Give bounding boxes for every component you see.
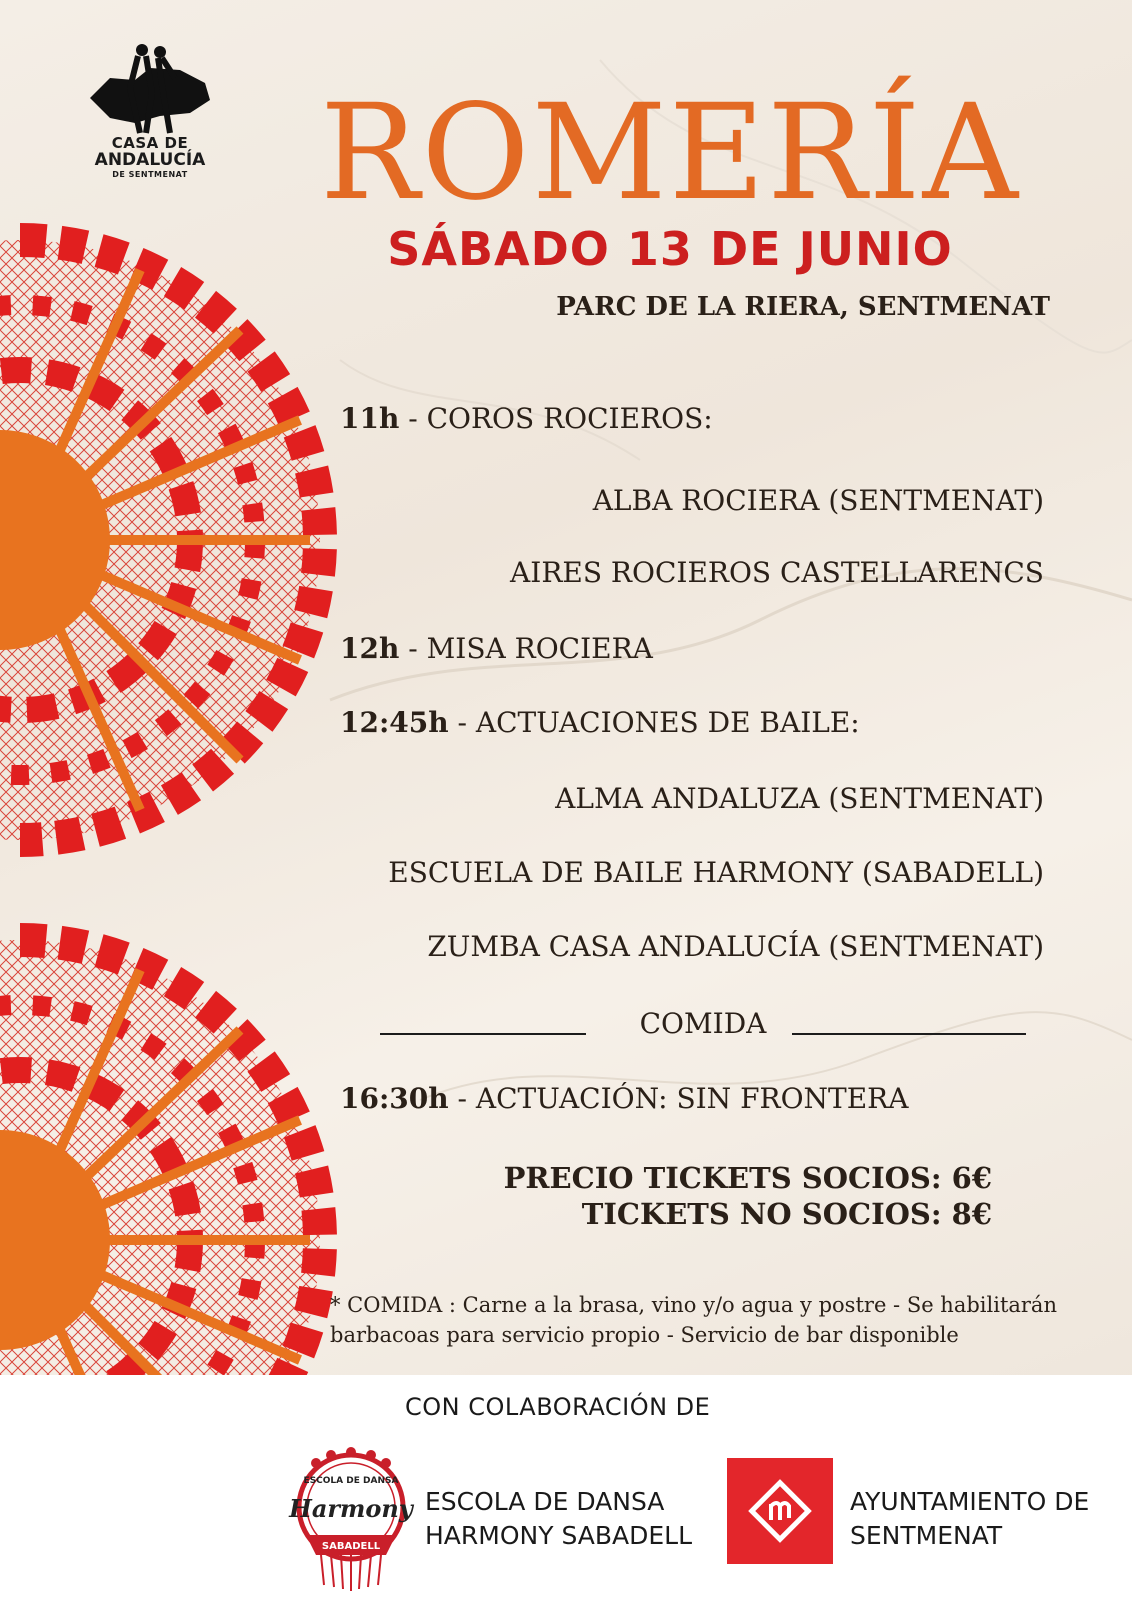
divider-line-right	[792, 1033, 1026, 1035]
ayuntamiento-logo	[727, 1458, 833, 1564]
schedule-item-1630h	[340, 1082, 908, 1115]
schedule-text: - ACTUACIÓN: SIN FRONTERA	[448, 1082, 909, 1115]
schedule-subitem: AIRES ROCIEROS CASTELLARENCS	[510, 556, 1044, 589]
sentmenat-emblem-icon	[727, 1458, 833, 1564]
schedule-subitem: ESCUELA DE BAILE HARMONY (SABADELL)	[388, 856, 1044, 889]
casa-andalucia-logo	[80, 38, 220, 188]
schedule-item-12h	[340, 632, 653, 665]
logo-line-2: ANDALUCÍA	[94, 150, 206, 170]
schedule-item-1245h	[340, 706, 860, 739]
logo-line-3: DE SENTMENAT	[112, 170, 188, 179]
schedule-time: 16:30h	[340, 1082, 449, 1115]
comida-note	[330, 1290, 1090, 1350]
event-place: PARC DE LA RIERA, SENTMENAT	[556, 292, 1050, 322]
note-line-2: barbacoas para servicio propio - Servicio de bar disponible	[330, 1323, 959, 1347]
note-line-1: * COMIDA : Carne a la brasa, vino y/o agua y postre - Se habilitarán	[330, 1293, 1057, 1317]
comida-label: COMIDA	[639, 1007, 767, 1040]
logo-line-1: CASA DE	[111, 134, 189, 152]
schedule-text: - ACTUACIONES DE BAILE:	[448, 706, 860, 739]
event-date: SÁBADO 13 DE JUNIO	[387, 222, 953, 276]
ayto-line-1: AYUNTAMIENTO DE	[850, 1487, 1090, 1516]
schedule-time: 11h	[340, 402, 400, 435]
escola-line-2: HARMONY SABADELL	[425, 1521, 693, 1550]
schedule-time: 12h	[340, 632, 400, 665]
dancers-map-icon	[80, 38, 220, 138]
event-title: ROMERÍA	[320, 76, 1020, 230]
schedule-time: 12:45h	[340, 706, 449, 739]
schedule-text: - MISA ROCIERA	[399, 632, 653, 665]
ticket-prices	[504, 1160, 992, 1232]
schedule-subitem: ZUMBA CASA ANDALUCÍA (SENTMENAT)	[427, 930, 1044, 963]
collaboration-label: CON COLABORACIÓN DE	[405, 1393, 711, 1421]
harmony-logo-mid: Harmony	[289, 1494, 413, 1523]
schedule-subitem: ALBA ROCIERA (SENTMENAT)	[592, 484, 1044, 517]
price-no-socios: TICKETS NO SOCIOS: 8€	[581, 1197, 992, 1231]
comida-divider	[380, 1003, 1026, 1043]
escola-line-1: ESCOLA DE DANSA	[425, 1487, 665, 1516]
ayto-line-2: SENTMENAT	[850, 1521, 1003, 1550]
escola-harmony-name	[425, 1485, 692, 1553]
schedule-subitem: ALMA ANDALUZA (SENTMENAT)	[555, 782, 1044, 815]
harmony-school-logo	[286, 1445, 416, 1595]
schedule-item-11h	[340, 402, 713, 435]
price-socios: PRECIO TICKETS SOCIOS: 6€	[503, 1161, 992, 1195]
harmony-logo-top: ESCOLA DE DANSA	[303, 1476, 399, 1486]
ayuntamiento-name	[850, 1485, 1089, 1553]
schedule-text: - COROS ROCIEROS:	[399, 402, 713, 435]
harmony-logo-bottom: SABADELL	[321, 1541, 381, 1552]
